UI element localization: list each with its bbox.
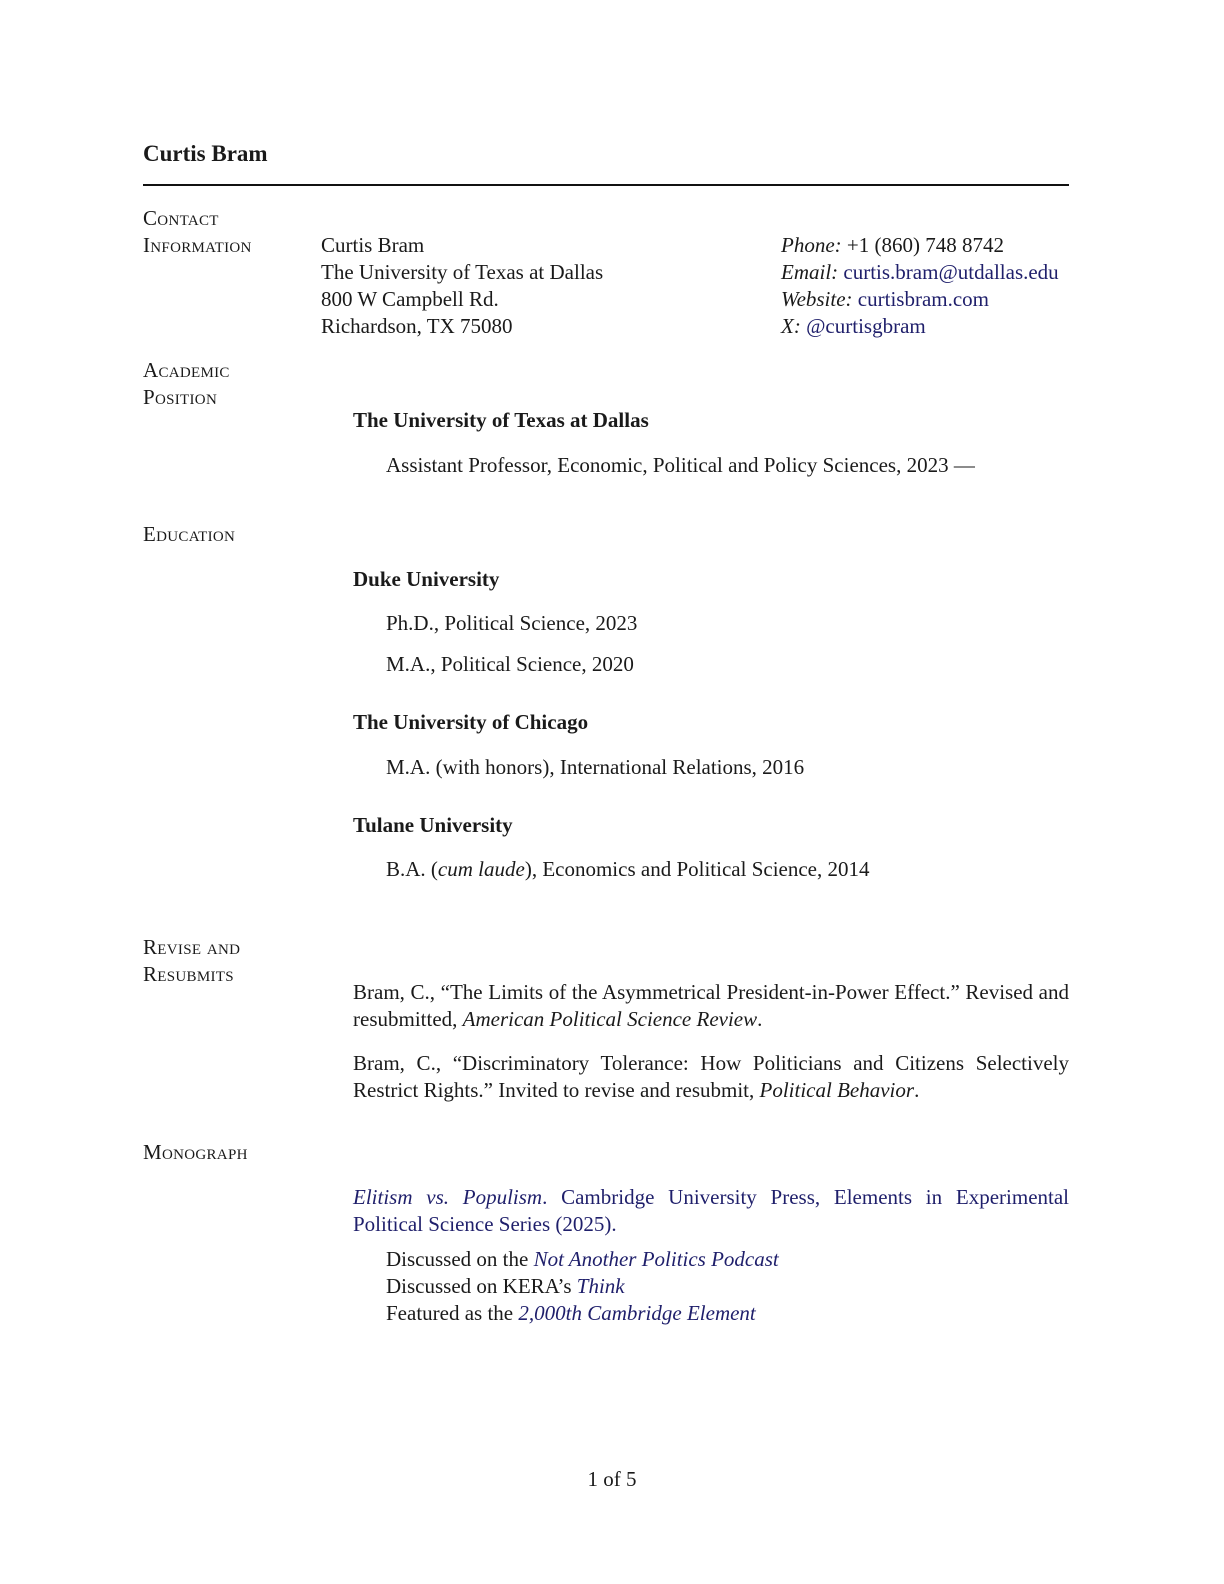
monograph-note-kera [386, 1273, 625, 1300]
cambridge-element-link[interactable]: 2,000th Cambridge Element [518, 1301, 756, 1325]
education-institution-duke: Duke University [353, 567, 500, 591]
monograph-citation-link[interactable] [353, 1184, 1069, 1238]
address-line-name: Curtis Bram [321, 233, 425, 257]
section-title-revise-2: Resubmits [143, 962, 234, 986]
revise-item-1 [353, 979, 1069, 1033]
degree-ba-honor: cum laude [437, 857, 525, 881]
section-title-education: Education [143, 522, 236, 546]
page-number: 1 of 5 [587, 1467, 637, 1491]
cv-name: Curtis Bram [143, 141, 268, 166]
note-podcast-text: Discussed on the [386, 1247, 534, 1271]
revise-item-1-journal: American Political Science Review [462, 1007, 758, 1031]
email-label: Email: [781, 260, 839, 284]
x-row [781, 313, 926, 340]
section-title-academic-1: Academic [143, 358, 230, 382]
address-line-street: 800 W Campbell Rd. [321, 287, 499, 311]
monograph-title[interactable]: Elitism vs. Populism [353, 1185, 543, 1209]
degree-ma-chicago: M.A. (with honors), International Relations, 2016 [386, 755, 805, 779]
website-link[interactable]: curtisbram.com [857, 287, 990, 311]
education-institution-tulane: Tulane University [353, 813, 513, 837]
degree-ma-duke: M.A., Political Science, 2020 [386, 652, 634, 676]
email-link[interactable]: curtis.bram@utdallas.edu [843, 260, 1059, 284]
website-row [781, 286, 989, 313]
degree-ba-pre: B.A. ( [386, 857, 438, 881]
section-title-revise-1: Revise and [143, 935, 241, 959]
section-title-monograph: Monograph [143, 1140, 248, 1164]
degree-phd: Ph.D., Political Science, 2023 [386, 611, 638, 635]
address-line-institution: The University of Texas at Dallas [321, 260, 604, 284]
education-institution-chicago: The University of Chicago [353, 710, 589, 734]
position-institution: The University of Texas at Dallas [353, 408, 649, 432]
revise-item-2-end: . [914, 1078, 920, 1102]
degree-ba-tulane [386, 856, 870, 883]
revise-item-2-text: Bram, C., “Discriminatory Tolerance: How Politicians and Citizens Selectively Restrict Rights.” Invited to revise and resubmit, [353, 1051, 1069, 1102]
x-handle-link[interactable]: @curtisgbram [806, 314, 926, 338]
section-title-academic-2: Position [143, 385, 218, 409]
revise-item-1-end: . [757, 1007, 763, 1031]
think-link[interactable]: Think [576, 1274, 625, 1298]
revise-item-2 [353, 1050, 1069, 1104]
header-rule [143, 184, 1069, 186]
monograph-details[interactable]: . Cambridge University Press, Elements in Experimental Political Science Series (2025). [353, 1185, 1069, 1236]
note-cambridge-text: Featured as the [386, 1301, 519, 1325]
degree-ba-post: ), Economics and Political Science, 2014 [524, 857, 870, 881]
phone-row [781, 232, 1004, 259]
monograph-note-podcast [386, 1246, 779, 1273]
phone-label: Phone: [781, 233, 842, 257]
revise-item-2-journal: Political Behavior [759, 1078, 915, 1102]
revise-item-1-text: Bram, C., “The Limits of the Asymmetrical President-in-Power Effect.” Revised and resubmitted, [353, 980, 1069, 1031]
address-line-city: Richardson, TX 75080 [321, 314, 513, 338]
podcast-link[interactable]: Not Another Politics Podcast [533, 1247, 779, 1271]
website-label: Website: [781, 287, 853, 311]
x-label: X: [781, 314, 801, 338]
monograph-note-cambridge [386, 1300, 756, 1327]
section-title-contact-2: Information [143, 233, 252, 257]
note-kera-text: Discussed on KERA’s [386, 1274, 577, 1298]
position-role: Assistant Professor, Economic, Political and Policy Sciences, 2023 — [386, 453, 975, 477]
section-title-contact-1: Contact [143, 206, 219, 230]
email-row [781, 259, 1059, 286]
phone-value: +1 (860) 748 8742 [846, 233, 1004, 257]
